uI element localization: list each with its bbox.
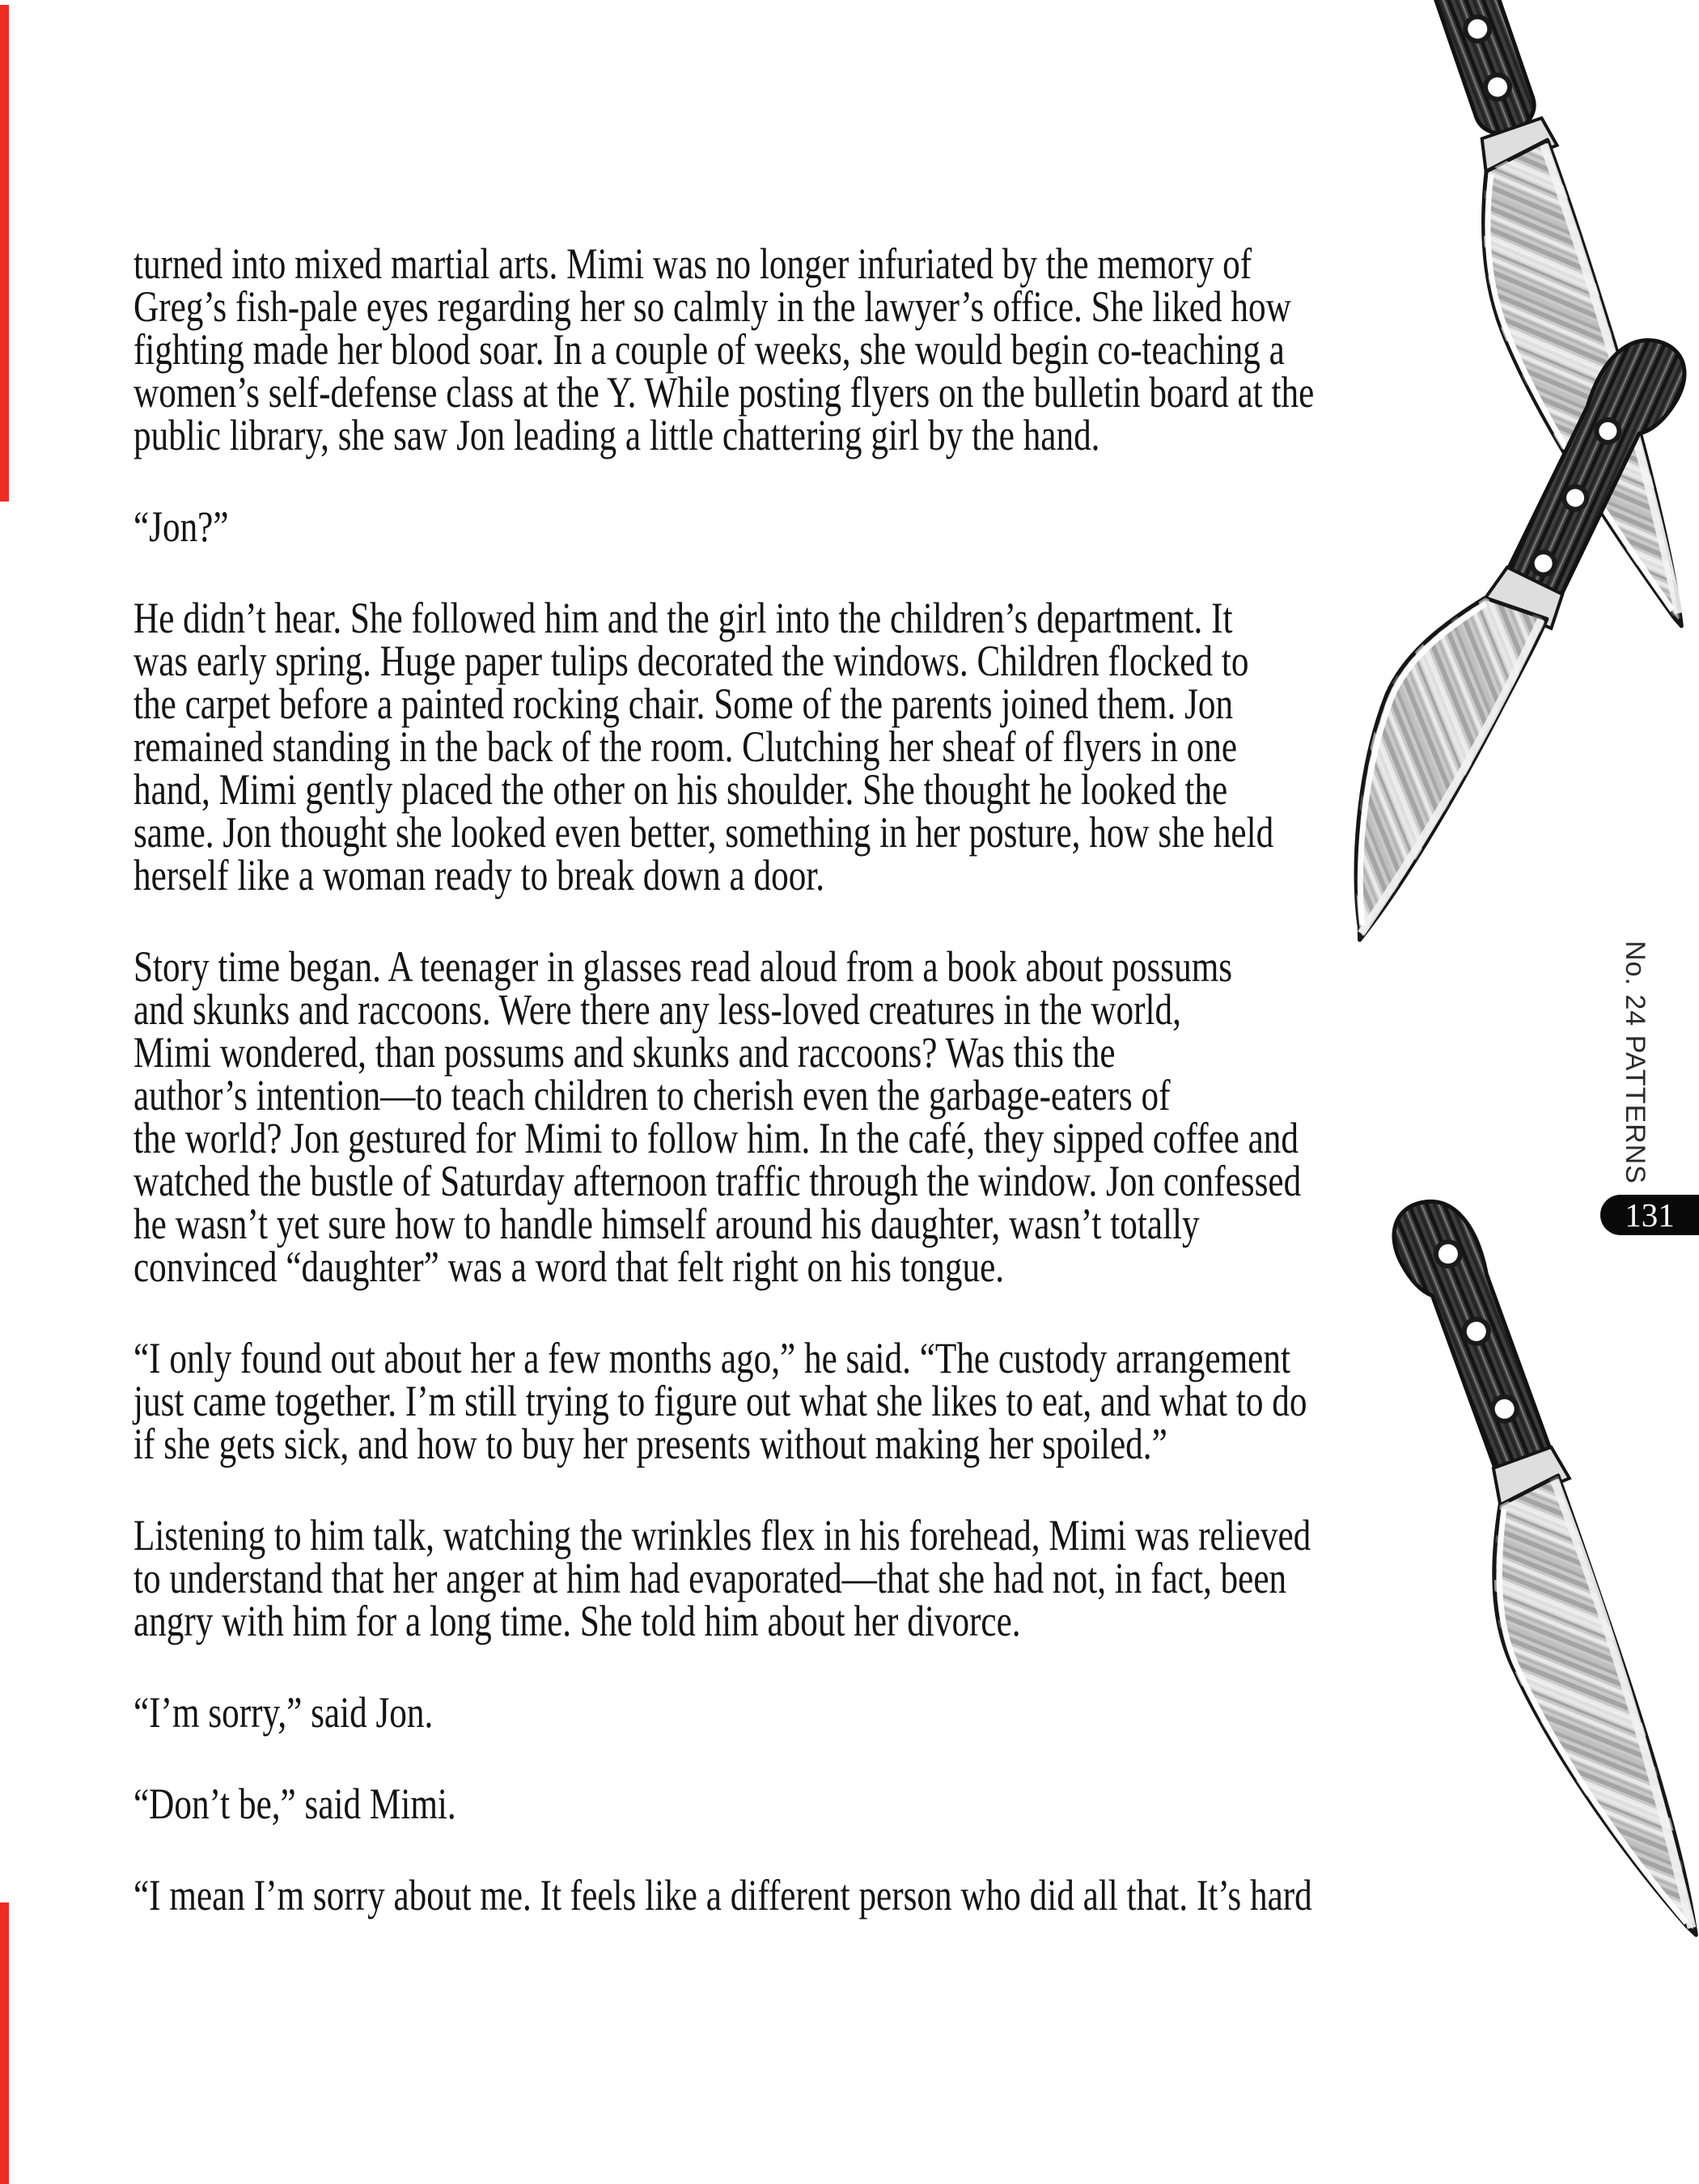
text-line: “I mean I’m sorry about me. It feels like a different person who did all that. It’s hard [133,1871,1312,1919]
text-line: remained standing in the back of the room. Clutching her sheaf of flyers in one [133,722,1238,771]
paragraph [133,1780,1687,1828]
text-line: angry with him for a long time. She told him about her divorce. [133,1597,1021,1645]
text-line: “I’m sorry,” said Jon. [133,1688,434,1737]
rivet-icon [1462,14,1493,44]
paragraph [133,1511,1687,1645]
text-line: and skunks and raccoons. Were there any less-loved creatures in the world, [133,985,1181,1034]
paragraph [133,502,1687,551]
text-line: convinced “daughter” was a word that felt right on his tongue. [133,1242,1005,1291]
page-number: 131 [1625,1196,1675,1234]
text-line: Mimi wondered, than possums and skunks and raccoons? Was this the [133,1028,1116,1077]
text-line: the world? Jon gestured for Mimi to follow him. In the café, they sipped coffee and [133,1114,1299,1162]
text-line: “Jon?” [133,502,229,551]
text-line: “I only found out about her a few months ago,” he said. “The custody arrangement [133,1334,1290,1382]
rivet-icon [1482,72,1513,103]
page-number-badge [1600,1195,1699,1235]
text-line: Story time began. A teenager in glasses read aloud from a book about possums [133,942,1233,991]
text-line: the carpet before a painted rocking chair. Some of the parents joined them. Jon [133,679,1234,728]
text-line: Greg’s fish-pale eyes regarding her so calmly in the lawyer’s office. She liked how [133,282,1291,331]
paragraph [133,594,1687,899]
text-line: just came together. I’m still trying to figure out what she likes to eat, and what to do [133,1377,1307,1425]
paragraph [133,1688,1687,1737]
text-line: women’s self-defense class at the Y. While posting flyers on the bulletin board at the [133,368,1315,417]
chapter-sidebar-label: No. 24 PATTERNS [1620,941,1650,1184]
text-line: author’s intention—to teach children to cherish even the garbage-eaters of [133,1071,1171,1120]
text-line: watched the bustle of Saturday afternoon traffic through the window. Jon confessed [133,1157,1302,1205]
paragraph [133,239,1687,459]
text-line: was early spring. Huge paper tulips decorated the windows. Children flocked to [133,637,1249,685]
text-line: fighting made her blood soar. In a couple of weeks, she would begin co-teaching a [133,325,1285,374]
text-line: hand, Mimi gently placed the other on his shoulder. She thought he looked the [133,765,1228,814]
text-line: Listening to him talk, watching the wrinkles flex in his forehead, Mimi was relieved [133,1511,1311,1560]
paragraph [133,1334,1687,1468]
accent-bar-bottom [0,1903,9,2184]
text-line: same. Jon thought she looked even better, something in her posture, how she held [133,808,1274,857]
accent-bar-top [0,5,9,502]
text-line: if she gets sick, and how to buy her presents without making her spoiled.” [133,1420,1167,1468]
text-line: herself like a woman ready to break down a door. [133,851,825,899]
paragraph [133,1871,1687,1919]
body-text [133,239,1687,1966]
text-line: to understand that her anger at him had evaporated—that she had not, in fact, been [133,1554,1287,1602]
text-line: “Don’t be,” said Mimi. [133,1780,456,1828]
text-line: He didn’t hear. She followed him and the girl into the children’s department. It [133,594,1233,642]
paragraph [133,942,1687,1291]
text-line: public library, she saw Jon leading a little chattering girl by the hand. [133,411,1100,459]
text-line: turned into mixed martial arts. Mimi was no longer infuriated by the memory of [133,239,1252,288]
text-line: he wasn’t yet sure how to handle himself around his daughter, wasn’t totally [133,1200,1200,1248]
